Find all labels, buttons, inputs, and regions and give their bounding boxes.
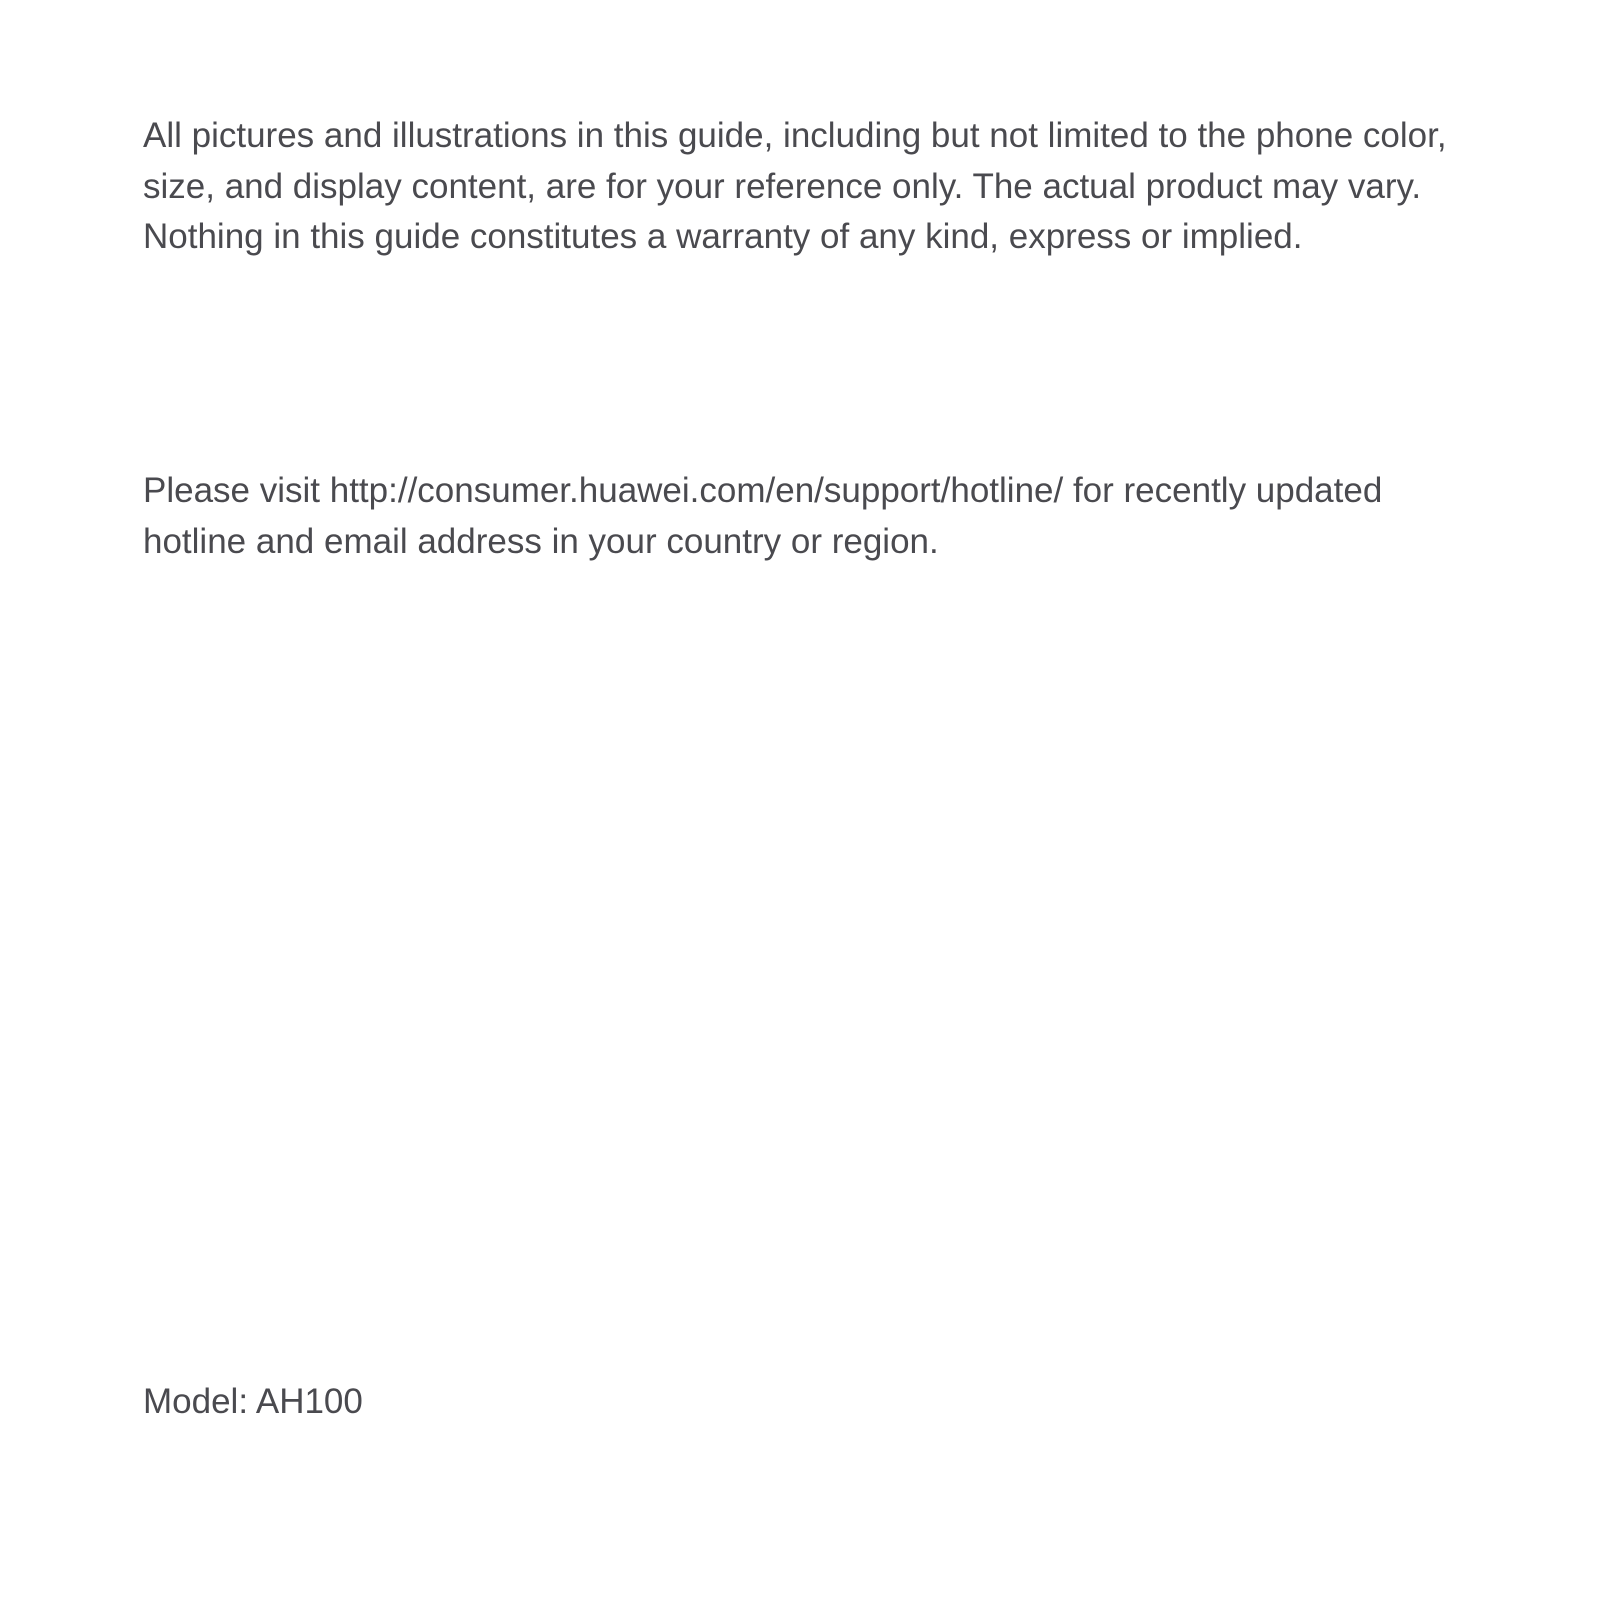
disclaimer-line: Nothing in this guide constitutes a warranty of any kind, express or implied. xyxy=(143,217,1303,256)
hotline-notice-paragraph xyxy=(143,466,1483,567)
disclaimer-line: size, and display content, are for your reference only. The actual product may vary. xyxy=(143,166,1422,206)
model-text: Model: AH100 xyxy=(143,1382,363,1421)
hotline-notice-line: hotline and email address in your country or region. xyxy=(143,521,939,561)
disclaimer-line: All pictures and illustrations in this guide, including but not limited to the phone color, xyxy=(143,116,1447,155)
hotline-notice-line: Please visit http://consumer.huawei.com/en/support/hotline/ for recently updated xyxy=(143,471,1383,510)
model-label xyxy=(143,1377,1483,1428)
disclaimer-paragraph xyxy=(143,111,1483,263)
